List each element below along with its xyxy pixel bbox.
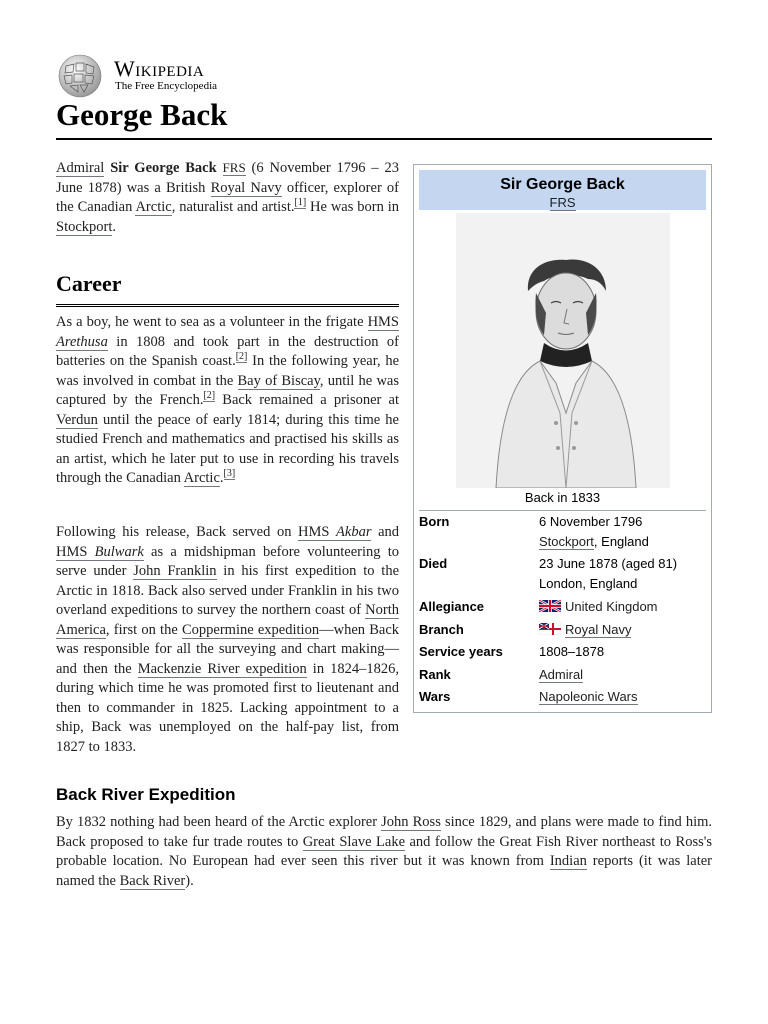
born-country: , England xyxy=(593,534,649,549)
wikipedia-globe-icon[interactable] xyxy=(56,54,106,98)
infobox-value xyxy=(539,665,709,685)
section-heading-back-river: Back River Expedition xyxy=(56,785,236,804)
intro-text: , naturalist and artist. xyxy=(171,199,295,215)
link-hms-bulwark[interactable] xyxy=(56,544,144,561)
para-text: since 1829, and plans were made to find him. Back proposed to take fur trade routes to xyxy=(56,814,713,850)
link-text-italic: Arethusa xyxy=(56,333,108,350)
infobox-frs-link[interactable]: FRS xyxy=(549,195,576,210)
para-text: , first on the xyxy=(105,621,182,638)
born-date: 6 November 1796 xyxy=(539,514,643,529)
para-text: as a midshipman before volunteering to serve under xyxy=(56,543,399,579)
link-arctic[interactable]: Arctic xyxy=(135,199,172,215)
para-text: reports (it was later named the xyxy=(56,853,712,889)
link-bay-of-biscay[interactable]: Bay of Biscay xyxy=(237,372,320,389)
link-hms-akbar[interactable] xyxy=(298,524,371,541)
link-stockport-infobox[interactable]: Stockport xyxy=(539,534,594,549)
infobox-label: Service years xyxy=(419,644,503,659)
para-text: until the peace of early 1814; during this time he studied French and mathematics and practised his skills as an artist, which he later put to use in recording his travels through the Canadian xyxy=(56,411,399,486)
intro-paragraph xyxy=(56,158,399,237)
wikipedia-tagline: The Free Encyclopedia xyxy=(115,80,218,92)
infobox-value: 1808–1878 xyxy=(539,644,605,659)
para-text: As a boy, he went to sea as a volunteer in the frigate xyxy=(56,314,368,330)
infobox-divider xyxy=(419,510,706,511)
para-text: ). xyxy=(185,872,194,889)
infobox-row-died xyxy=(419,554,706,596)
died-place: London, England xyxy=(539,576,638,591)
para-text: . xyxy=(219,470,224,486)
portrait-caption: Back in 1833 xyxy=(524,490,601,505)
naval-ensign-icon xyxy=(539,623,561,635)
para-text: and follow the Great Fish River northeast to Ross's probable location. No European had ever seen this river but it was known from xyxy=(56,833,712,869)
infobox-label: Branch xyxy=(419,622,464,637)
ref-1[interactable]: [1] xyxy=(294,197,307,209)
link-arctic-2[interactable]: Arctic xyxy=(183,470,220,486)
link-admiral-infobox[interactable]: Admiral xyxy=(539,667,584,682)
para-text: —when Back was responsible for all the surveying and chart making—and then the xyxy=(56,621,400,677)
infobox-name: Sir George Back xyxy=(500,176,625,193)
link-text-italic: Akbar xyxy=(336,524,372,540)
ref-2[interactable]: [2] xyxy=(235,351,248,363)
career-paragraph-2 xyxy=(56,523,399,757)
page-title: George Back xyxy=(56,96,712,140)
infobox-value xyxy=(539,597,709,617)
portrait-image[interactable] xyxy=(456,213,670,488)
infobox xyxy=(413,164,712,713)
infobox-label: Wars xyxy=(419,689,451,704)
link-text: HMS xyxy=(56,543,95,560)
infobox-value xyxy=(539,620,709,640)
infobox-row-born xyxy=(419,512,706,554)
link-mackenzie-river-expedition[interactable]: Mackenzie River expedition xyxy=(137,660,307,677)
link-john-franklin[interactable]: John Franklin xyxy=(133,563,217,579)
link-coppermine-expedition[interactable]: Coppermine expedition xyxy=(181,621,320,638)
back-river-paragraph xyxy=(56,813,712,891)
infobox-label: Died xyxy=(419,556,448,571)
para-text: and xyxy=(371,524,400,540)
infobox-value xyxy=(539,687,709,707)
para-text: Following his release, Back served on xyxy=(56,524,299,540)
section-heading-career: Career xyxy=(56,270,399,307)
para-text: in his first expedition to the Arctic in 1818. Back also served under Franklin in his two overland expeditions to survey the northern coast of xyxy=(56,563,400,618)
link-john-ross[interactable]: John Ross xyxy=(381,814,441,830)
link-indian[interactable]: Indian xyxy=(549,853,587,869)
link-back-river[interactable]: Back River xyxy=(119,872,186,889)
link-united-kingdom[interactable]: United Kingdom xyxy=(565,599,658,614)
link-text-italic: Bulwark xyxy=(94,543,144,560)
link-napoleonic-wars[interactable]: Napoleonic Wars xyxy=(539,689,638,704)
link-royal-navy-infobox[interactable]: Royal Navy xyxy=(565,622,632,637)
wikipedia-wordmark[interactable]: Wikipedia xyxy=(114,56,205,81)
uk-flag-icon xyxy=(539,600,561,612)
intro-text: officer, explorer of the Canadian xyxy=(56,179,399,215)
infobox-value xyxy=(539,512,709,552)
infobox-title xyxy=(419,170,706,210)
infobox-value xyxy=(539,554,709,594)
link-admiral[interactable]: Admiral xyxy=(56,160,105,176)
infobox-label: Allegiance xyxy=(419,599,485,614)
died-date: 23 June 1878 (aged 81) xyxy=(539,556,678,571)
link-royal-navy[interactable]: Royal Navy xyxy=(210,179,282,196)
intro-text: He was born in xyxy=(306,199,400,215)
link-frs[interactable]: FRS xyxy=(222,160,246,175)
para-text: , until he was captured by the French. xyxy=(56,372,399,408)
ref-3[interactable]: [3] xyxy=(223,468,236,480)
ref-2-second[interactable]: [2] xyxy=(203,390,216,402)
link-stockport[interactable]: Stockport xyxy=(56,218,113,235)
para-text: Back remained a prisoner at xyxy=(215,392,399,408)
para-text: in 1824–1826, during which time he was promoted first to lieutenant and then to commander in 1825. Lacking appointment to a ship, Back was unemployed on the half-pay list, from 1827 to 1833. xyxy=(56,660,399,755)
site-header xyxy=(56,54,712,94)
link-great-slave-lake[interactable]: Great Slave Lake xyxy=(302,833,406,850)
para-text: In the following year, he was involved in combat in the xyxy=(56,353,400,389)
subject-name: Sir George Back xyxy=(110,160,217,176)
link-verdun[interactable]: Verdun xyxy=(56,411,98,428)
link-text: HMS xyxy=(298,524,337,540)
infobox-label: Rank xyxy=(419,667,451,682)
link-north-america[interactable]: North America xyxy=(56,602,399,638)
intro-text: . xyxy=(112,218,117,235)
para-text: in 1808 and took part in the destruction of batteries on the Spanish coast. xyxy=(56,333,399,369)
infobox-label: Born xyxy=(419,514,450,529)
para-text: By 1832 nothing had been heard of the Arctic explorer xyxy=(56,814,382,830)
intro-text: (6 November 1796 – 23 June 1878) was a British xyxy=(56,160,400,196)
career-paragraph-1 xyxy=(56,313,399,489)
link-text: HMS xyxy=(367,314,399,330)
